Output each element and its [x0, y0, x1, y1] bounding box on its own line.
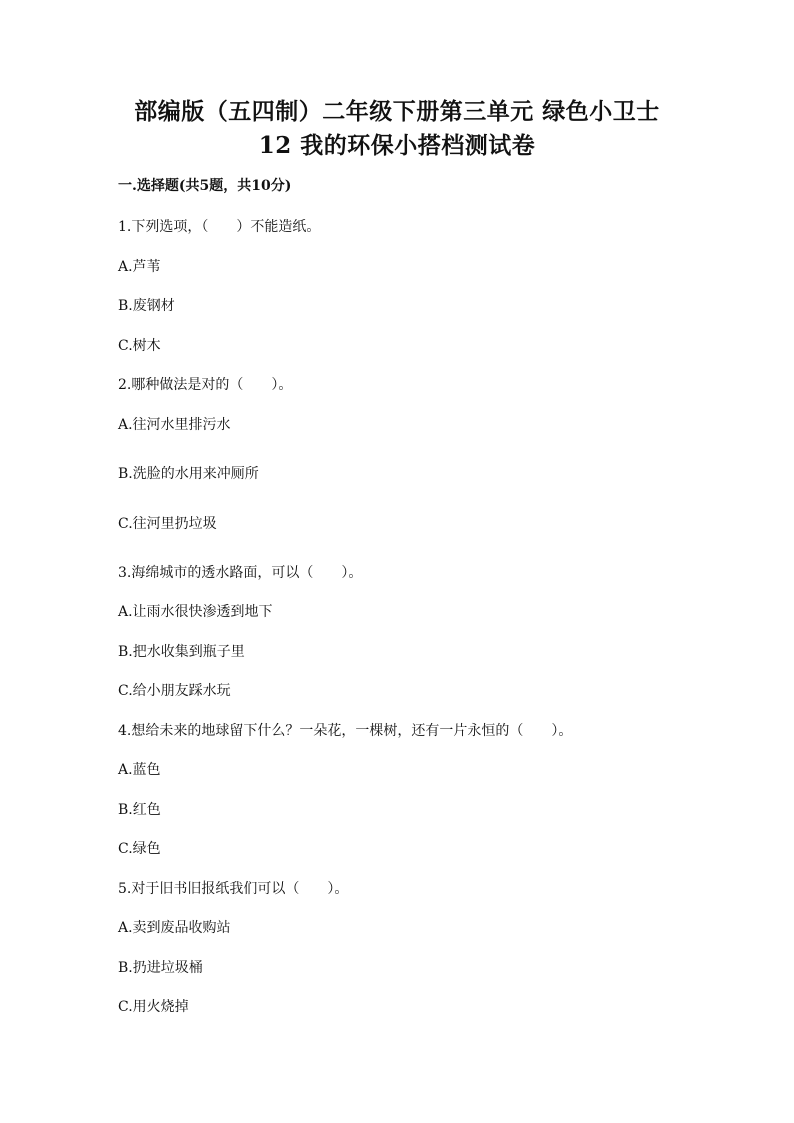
question-3-option-b: B.把水收集到瓶子里 [118, 644, 245, 660]
question-4-stem: 4.想给未来的地球留下什么？一朵花，一棵树，还有一片永恒的（ ）。 [118, 723, 573, 739]
question-1-option-b: B.废钢材 [118, 298, 175, 314]
question-2-option-b: B.洗脸的水用来冲厕所 [118, 466, 259, 482]
question-1-option-a: A.芦苇 [118, 259, 161, 275]
question-5-option-c: C.用火烧掉 [118, 999, 189, 1015]
page-title-line-1: 部编版（五四制）二年级下册第三单元 绿色小卫士 [134, 98, 660, 125]
question-4-option-c: C.绿色 [118, 841, 161, 857]
question-2-option-c: C.往河里扔垃圾 [118, 516, 217, 532]
question-1-option-c: C.树木 [118, 338, 161, 354]
question-2-option-a: A.往河水里排污水 [118, 417, 231, 433]
question-5-stem: 5.对于旧书旧报纸我们可以（ ）。 [118, 881, 349, 897]
question-5-option-a: A.卖到废品收购站 [118, 920, 231, 936]
question-3-option-a: A.让雨水很快渗透到地下 [118, 604, 273, 620]
question-3-option-c: C.给小朋友踩水玩 [118, 683, 231, 699]
question-2-stem: 2.哪种做法是对的（ ）。 [118, 377, 293, 393]
question-5-option-b: B.扔进垃圾桶 [118, 960, 203, 976]
question-4-option-a: A.蓝色 [118, 762, 161, 778]
question-4-option-b: B.红色 [118, 802, 161, 818]
page-title-line-2: 12 我的环保小搭档测试卷 [258, 132, 536, 159]
section-heading: 一.选择题(共5题，共10分) [118, 178, 292, 194]
question-3-stem: 3.海绵城市的透水路面，可以（ ）。 [118, 565, 363, 581]
question-1-stem: 1.下列选项，（ ）不能造纸。 [118, 219, 321, 235]
